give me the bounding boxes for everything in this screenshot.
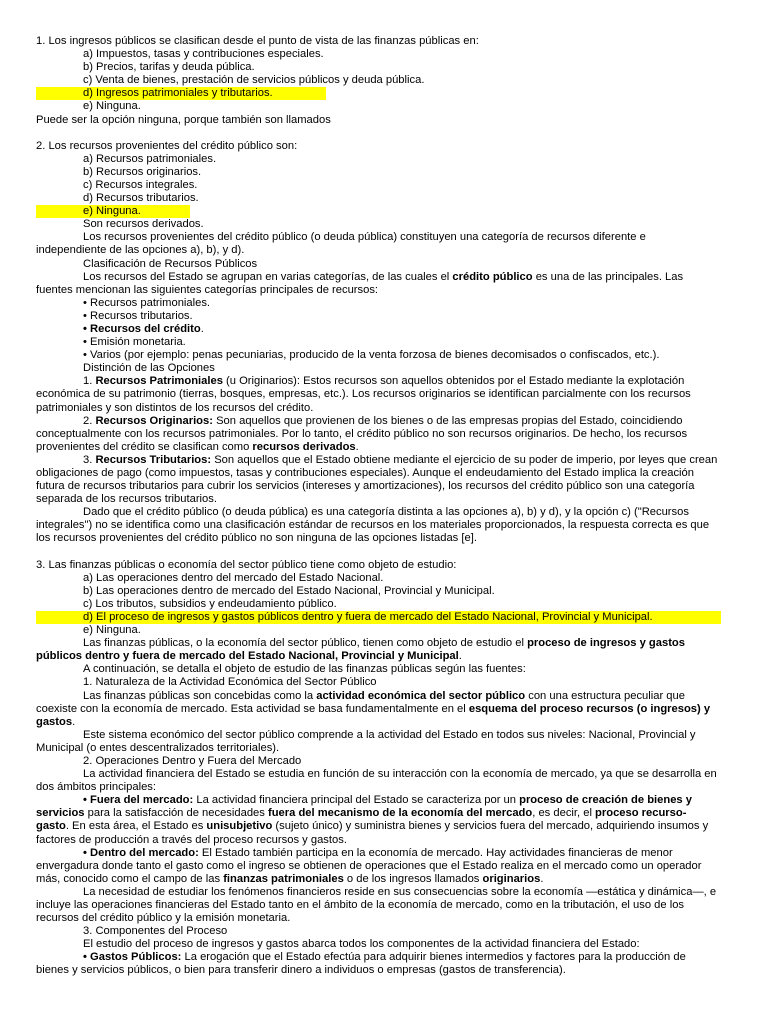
q2-item-originarios: 2. Recursos Originarios: Son aquellos que provienen de los bienes o de las empresas propias del Estado, coincidiendo conceptualmente con los recursos patrimoniales. Por lo tanto, el crédito público no son recursos originarios. De hecho, los recursos provenientes del crédito se clasifican como recursos derivados. — [36, 414, 688, 453]
spacer — [36, 546, 718, 559]
q3-paragraph-necesidad: La necesidad de estudiar los fenómenos financieros reside en sus consecuencias sobre la economía —estática y dinámica—, e incluye las operaciones financieras del Estado tanto en el ámbito de la economía de mercado, como en la tributación, el uso de los recursos del crédito público y la emisión monetaria. — [36, 885, 717, 925]
q3-paragraph-actividad: Las finanzas públicas son concebidas como la actividad económica del sector público con una estructura peculiar que coexiste con la economía de mercado. Esta actividad se basa fundamentalmente en el esquema del proceso recursos (o ingresos) y gastos. — [36, 689, 711, 728]
question-3: 3. Las finanzas públicas o economía del sector público tiene como objeto de estudio: — [36, 558, 457, 571]
question-1: 1. Los ingresos públicos se clasifican desde el punto de vista de las finanzas públicas en: — [36, 35, 479, 47]
q1-note: Puede ser la opción ninguna, porque también son llamados — [36, 113, 331, 126]
q3-bullet-gastos: • Gastos Públicos: La erogación que el Estado efectúa para adquirir bienes intermedios y factores para la producción de bienes y servicios públicos, o bien para transferir dinero a individuos o empresas (gastos de transferencia). — [36, 951, 686, 977]
q2-paragraph-independent: Los recursos provenientes del crédito público (o deuda pública) constituyen una categoría de recursos diferente e independiente de las opciones a), b), y d). — [36, 231, 646, 257]
q2-option-e-highlighted: e) Ninguna. — [36, 205, 190, 218]
q2-bullet-varios: • Varios (por ejemplo: penas pecuniarias, producido de la venta forzosa de bienes decomisados o confiscados, etc.). — [83, 349, 660, 362]
q3-line-detail: A continuación, se detalla el objeto de estudio de las finanzas públicas según las fuentes: — [83, 663, 526, 676]
q2-line-derived: Son recursos derivados. — [83, 218, 204, 231]
q3-bullet-dentro-mercado: • Dentro del mercado: El Estado también participa en la economía de mercado. Hay actividades financieras de menor envergadura donde tanto el gasto como el ingreso se obtienen de operaciones que el Estado realiza en el mercado como un operador más, conocido como el campo de las finanzas patrimoniales o de los ingresos llamados originarios. — [36, 846, 702, 885]
q3-option-d-highlighted: d) El proceso de ingresos y gastos públicos dentro y fuera de mercado del Estado Nacional, Provincial y Municipal. — [36, 611, 721, 624]
q1-option-d-highlighted: d) Ingresos patrimoniales y tributarios. — [36, 87, 326, 100]
q3-option-a: a) Las operaciones dentro del mercado del Estado Nacional. — [83, 571, 384, 584]
q3-option-c: c) Los tributos, subsidios y endeudamiento público. — [83, 597, 337, 610]
q2-bullet-emision: • Emisión monetaria. — [83, 336, 186, 349]
q2-conclusion: Dado que el crédito público (o deuda pública) es una categoría distinta a las opciones a), b) y d), y la opción c) ("Recursos integrales") no se identifica como una clasificación estándar de recursos en los materiales proporcionados, la respuesta correcta es que los recursos provenientes del crédito público no son ninguna de las opciones listadas [e]. — [36, 506, 710, 545]
q1-option-e: e) Ninguna. — [83, 100, 141, 113]
question-2: 2. Los recursos provenientes del crédito público son: — [36, 139, 298, 152]
q1-option-b: b) Precios, tarifas y deuda pública. — [83, 61, 255, 74]
q2-bullet-patrimoniales: • Recursos patrimoniales. — [83, 296, 211, 309]
q2-option-a: a) Recursos patrimoniales. — [83, 152, 217, 165]
q2-option-c: c) Recursos integrales. — [83, 178, 198, 191]
q3-paragraph-niveles: Este sistema económico del sector público comprende a la actividad del Estado en todos sus niveles: Nacional, Provincial y Municipal (o entes descentralizados territoriales). — [36, 728, 696, 754]
q3-heading-operaciones: 2. Operaciones Dentro y Fuera del Mercado — [83, 754, 302, 767]
q2-heading-classification: Clasificación de Recursos Públicos — [83, 257, 258, 270]
q2-item-tributarios: 3. Recursos Tributarios: Son aquellos que el Estado obtiene mediante el ejercicio de su poder de imperio, por leyes que crean obligaciones de pago (como impuestos, tasas y contribuciones especiales). Aunque el endeudamiento del Estado implica la creación futura de recursos tributarios para cubrir los servicios (intereses y amortizaciones), los recursos del crédito público son una categoría separada de los recursos tributarios. — [36, 453, 718, 506]
q2-bullet-credito: • Recursos del crédito. — [83, 322, 204, 335]
q3-option-b: b) Las operaciones dentro de mercado del Estado Nacional, Provincial y Municipal. — [83, 584, 495, 597]
q3-heading-componentes: 3. Componentes del Proceso — [83, 925, 228, 938]
q2-heading-distincion: Distinción de las Opciones — [83, 362, 215, 375]
q3-option-e: e) Ninguna. — [83, 624, 141, 637]
q2-paragraph-categories: Los recursos del Estado se agrupan en varias categorías, de las cuales el crédito público es una de las principales. Las fuentes mencionan las siguientes categorías principales de recursos: — [36, 270, 684, 296]
q3-heading-naturaleza: 1. Naturaleza de la Actividad Económica del Sector Público — [83, 676, 377, 689]
q2-option-b: b) Recursos originarios. — [83, 165, 202, 178]
q2-item-patrimoniales: 1. Recursos Patrimoniales (u Originarios): Estos recursos son aquellos obtenidos por el Estado mediante la explotación económica de su patrimonio (tierras, bosques, empresas, etc.). Los recursos originarios se identifican parcialmente con los recursos patrimoniales y son distintos de los recursos del crédito. — [36, 375, 691, 414]
q3-paragraph-ambitos: La actividad financiera del Estado se estudia en función de su interacción con la economía de mercado, ya que se desarrolla en dos ámbitos principales: — [36, 768, 717, 794]
q2-bullet-tributarios: • Recursos tributarios. — [83, 309, 193, 322]
q3-paragraph-object: Las finanzas públicas, o la economía del sector público, tienen como objeto de estudio el proceso de ingresos y gastos públicos dentro y fuera de mercado del Estado Nacional, Provincial y Municipal. — [36, 637, 685, 663]
q1-option-c: c) Venta de bienes, prestación de servicios públicos y deuda pública. — [83, 74, 425, 87]
q3-paragraph-estudio: El estudio del proceso de ingresos y gastos abarca todos los componentes de la actividad financiera del Estado: — [83, 938, 640, 951]
q3-bullet-fuera-mercado: • Fuera del mercado: La actividad financiera principal del Estado se caracteriza por un proceso de creación de bienes y servicios para la satisfacción de necesidades fuera del mecanismo de la economía del mercado, es decir, el proceso recurso-gasto. En esta área, el Estado es unisubjetivo (sujeto único) y suministra bienes y servicios fuera del mercado, adquiriendo insumos y factores de producción a través del proceso recursos y gastos. — [36, 794, 709, 846]
document-body — [36, 35, 718, 978]
q1-option-a: a) Impuestos, tasas y contribuciones especiales. — [83, 48, 324, 61]
spacer — [36, 127, 718, 140]
q2-option-d: d) Recursos tributarios. — [83, 192, 199, 205]
